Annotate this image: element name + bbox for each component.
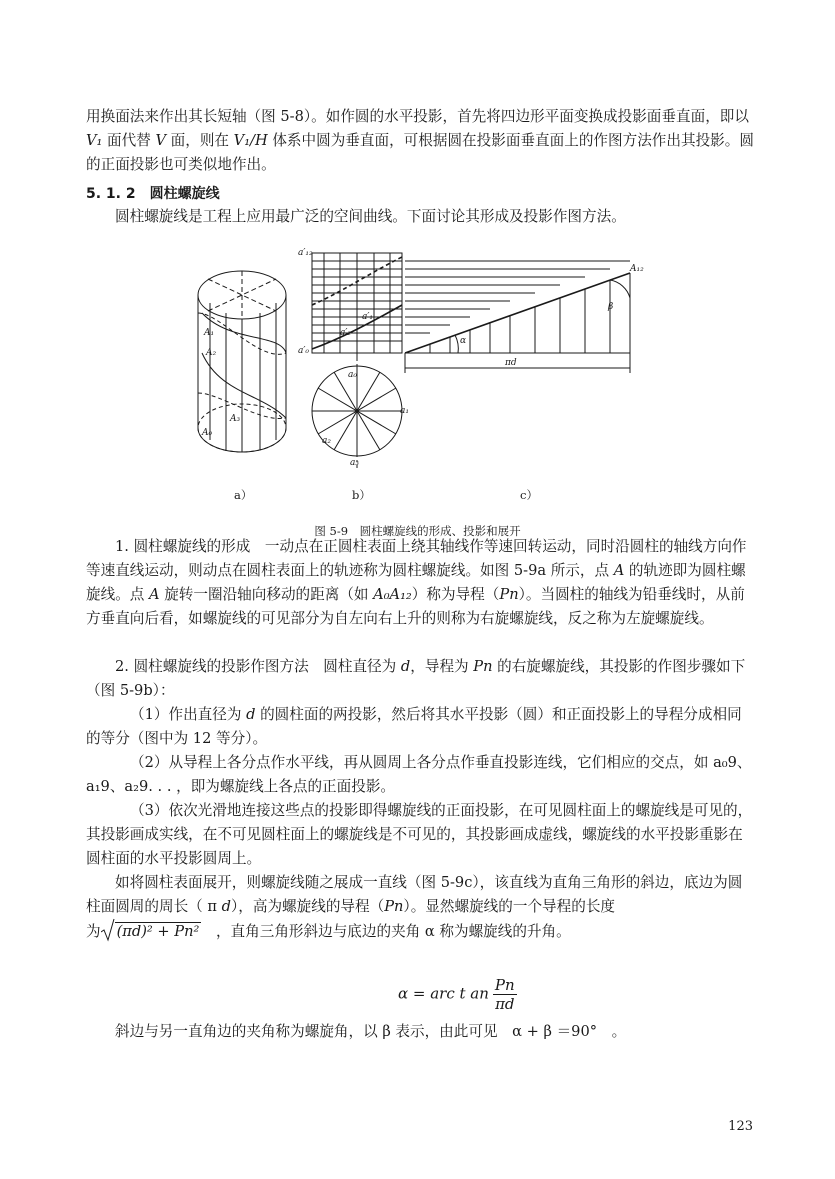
text: Pn <box>473 658 493 675</box>
label-a2: a′₂ <box>340 328 352 338</box>
lead-angle-formula <box>398 976 517 1013</box>
text: 的圆柱面的两投影，然后将其水平投影（圆）和正面投影上的导程分成相同的等分（图中为 12 等分）。 <box>86 706 742 747</box>
helix-angle-paragraph: 斜边与另一直角边的夹角称为螺旋角，以 β 表示，由此可见 α + β ＝90° 。 <box>115 1023 627 1040</box>
text: ）。显然螺旋线的一个导程的长度 <box>403 898 616 915</box>
label-a1: a′₁ <box>362 312 374 322</box>
intro-paragraph <box>86 105 754 177</box>
text: d <box>221 898 231 915</box>
step-1 <box>86 703 754 751</box>
text: V <box>155 132 166 149</box>
section-heading: 5. 1. 2 圆柱螺旋线 <box>86 186 220 202</box>
label-A0: A₀ <box>202 428 213 438</box>
text: 体系中圆为垂直面，可根据圆在投影面垂直面上的作图方法作出其投影。圆的正面投影也可类似地作出。 <box>86 132 754 173</box>
development-triangle <box>405 261 630 373</box>
text: 如将圆柱表面展开，则螺旋线随之展成一直线（图 5-9c），该直线为直角三角形的斜边，底边为圆柱面圆周的周长（ π <box>86 874 743 915</box>
label-a2-top: a₂ <box>322 436 331 446</box>
label-pid: πd <box>505 358 517 368</box>
label-A2: A₂ <box>206 348 217 358</box>
fraction <box>493 976 517 1013</box>
text: V₁ <box>86 132 103 149</box>
label-a0-top: a₀ <box>348 370 357 380</box>
text: 2. 圆柱螺旋线的投影作图方法 <box>115 658 309 675</box>
label-A3: A₃ <box>230 414 241 424</box>
text: A₀A₁₂ <box>373 586 412 603</box>
label-a3-top: a₃ <box>350 458 359 468</box>
cylinder-3d-drawing <box>198 271 286 452</box>
text: 的右旋螺旋线，其投影的作图步骤如下（图 5-9b）： <box>86 658 746 699</box>
subfigure-label-b: b） <box>352 488 371 502</box>
step-2: （2）从导程上各分点作水平线，再从圆周上各分点作垂直投影连线，它们相应的交点，如 a₀9、a₁9、a₂9. . . ，即为螺旋线上各点的正面投影。 <box>86 754 752 795</box>
sqrt-expression <box>101 920 202 944</box>
subfigure-label-c: c） <box>520 488 538 502</box>
text: （1）作出直径为 <box>130 706 247 723</box>
text: 用换面法来作出其长短轴（图 5-8）。如作圆的水平投影，首先将四边形平面变换成投影面垂直面，即以 <box>86 108 749 125</box>
text: 面，则在 <box>166 132 234 149</box>
text: 为 <box>86 923 101 940</box>
text: d <box>246 706 256 723</box>
label-a0: a′₀ <box>298 346 310 356</box>
numerator: Pn <box>494 976 515 994</box>
text: 一动点在正圆柱表面上绕其轴线作等速回转运动，同时沿圆柱的轴线方向作等速直线运动，则动点在圆柱表面上的轨迹称为圆柱螺旋线。如图 5-9a 所示，点 <box>86 538 747 579</box>
text: ）称为导程（ <box>411 586 500 603</box>
label-A1: A₁ <box>204 328 215 338</box>
text: V₁/H <box>233 132 268 149</box>
denominator: πd <box>495 995 515 1013</box>
text: Pn <box>384 898 404 915</box>
label-a12: a′₁₂ <box>298 248 313 258</box>
section-intro: 圆柱螺旋线是工程上应用最广泛的空间曲线。下面讨论其形成及投影作图方法。 <box>115 208 626 225</box>
figure-caption: 图 5-9 圆柱螺旋线的形成、投影和展开 <box>314 523 521 538</box>
text: 旋转一圈沿轴向移动的距离（如 <box>159 586 374 603</box>
figure-5-9 <box>190 243 660 473</box>
text: 面代替 <box>102 132 156 149</box>
text: d <box>400 658 411 675</box>
text: ，直角三角形斜边与底边的夹角 α 称为螺旋线的升角。 <box>201 923 571 940</box>
formula-lhs: α = arc t an <box>398 984 489 1003</box>
text: ，导程为 <box>410 658 474 675</box>
text: ），高为螺旋线的导程（ <box>230 898 385 915</box>
text: 圆柱直径为 <box>308 658 401 675</box>
text: Pn <box>499 586 519 603</box>
text: A <box>149 586 160 603</box>
subfigure-label-a: a） <box>234 488 253 502</box>
text: ）。当圆柱的轴线为铅垂线时，从前方垂直向后看，如螺旋线的可见部分为自左向右上升的则称为右旋螺旋线，反之称为左旋螺旋线。 <box>86 586 745 627</box>
label-alpha: α <box>460 336 467 346</box>
lead-length-paragraph <box>86 920 754 944</box>
step-3: （3）依次光滑地连接这些点的投影即得螺旋线的正面投影，在可见圆柱面上的螺旋线是可见的，其投影画成实线，在不可见圆柱面上的螺旋线是不可见的，其投影画成虚线，螺旋线的水平投影重影在圆柱面的水平投影圆周上。 <box>86 802 753 867</box>
label-a1-top: a₁ <box>400 406 409 416</box>
text: 的轨迹即为圆柱螺旋线。点 <box>86 562 746 603</box>
projection-method-paragraph <box>86 655 754 703</box>
formation-paragraph <box>86 535 754 631</box>
text: 1. 圆柱螺旋线的形成 <box>115 538 251 555</box>
label-beta: β <box>608 302 614 312</box>
page-number: 123 <box>728 1119 753 1134</box>
text: A <box>613 562 625 579</box>
label-A12: A₁₂ <box>630 264 644 274</box>
text: (πd)² + Pn² <box>116 923 200 940</box>
development-paragraph <box>86 871 754 919</box>
